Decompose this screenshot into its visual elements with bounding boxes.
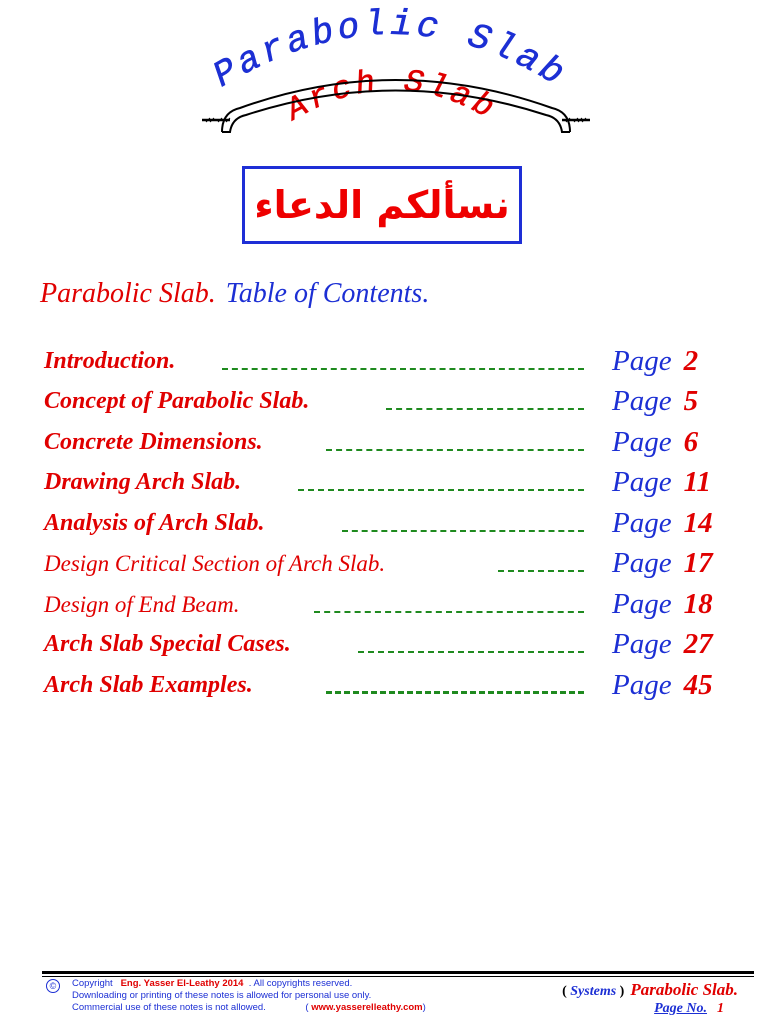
toc-leader-dashes [386, 408, 584, 410]
toc-leader-dashes [342, 530, 584, 532]
toc-entry-label: Drawing Arch Slab. [44, 469, 242, 495]
toc-entry-label: Arch Slab Examples. [44, 671, 253, 698]
toc-entry-label: Design Critical Section of Arch Slab. [44, 551, 386, 576]
toc-entry-label: Concrete Dimensions. [44, 428, 263, 455]
footer-doc-title: Parabolic Slab. [630, 980, 738, 999]
toc-entry-page: Page 2 [612, 344, 699, 377]
copyright-icon: © [46, 979, 60, 993]
toc-entry[interactable] [44, 421, 744, 462]
toc-entry-label: Arch Slab Special Cases. [44, 631, 291, 657]
arabic-banner-box [242, 166, 522, 244]
arabic-banner-text: نسألكم الدعاء [254, 183, 510, 227]
footer-copyright-line1: Copyright Eng. Yasser El-Leathy 2014 . All copyrights reserved. [72, 978, 353, 989]
logo-title-top: Parabolic Slab [206, 3, 575, 97]
footer-doc-info [562, 980, 738, 1017]
footer-page-number: Page No. 1 [654, 1001, 724, 1016]
toc-entry-page: Page 18 [612, 587, 713, 620]
toc-entry-page: Page 5 [612, 385, 699, 417]
toc-entry-page: Page 14 [612, 506, 713, 539]
toc-entry-page: Page 17 [612, 547, 713, 579]
footer-rule-thin [42, 976, 754, 977]
toc-entry[interactable] [44, 583, 744, 624]
footer-section: ( Systems ) [562, 984, 625, 999]
toc-entry[interactable] [44, 462, 744, 503]
logo-title-bottom: Arch Slab [280, 62, 504, 129]
toc-doc-name: Parabolic Slab. [40, 278, 216, 309]
toc-heading [40, 278, 429, 310]
toc-list [44, 340, 744, 705]
toc-title: Table of Contents. [225, 278, 430, 309]
toc-leader-dashes [222, 368, 584, 370]
toc-entry[interactable] [44, 543, 744, 584]
footer-copyright [72, 978, 426, 1014]
footer-copyright-line2: Downloading or printing of these notes is allowed for personal use only. [72, 990, 372, 1001]
toc-entry-page: Page 45 [612, 668, 713, 701]
toc-entry-page: Page 11 [612, 466, 711, 498]
toc-entry[interactable] [44, 381, 744, 422]
toc-entry[interactable] [44, 340, 744, 381]
toc-leader-dashes [298, 489, 584, 491]
toc-entry-page: Page 27 [612, 628, 713, 660]
toc-entry[interactable] [44, 624, 744, 665]
toc-leader-dashes [358, 651, 584, 653]
footer-copyright-line3: Commercial use of these notes is not allowed. ( www.yasserelleathy.com) [72, 1002, 426, 1013]
toc-entry-label: Introduction. [44, 347, 176, 374]
footer-author: Eng. Yasser El-Leathy [120, 978, 220, 989]
toc-leader-dashes [314, 611, 584, 613]
toc-leader-dashes [498, 570, 584, 572]
arch-logo [180, 0, 610, 150]
toc-entry-label: Concept of Parabolic Slab. [44, 388, 310, 414]
toc-entry-page: Page 6 [612, 425, 699, 458]
footer-year: 2014 [222, 978, 244, 989]
toc-entry[interactable] [44, 502, 744, 543]
footer-website-link[interactable]: www.yasserelleathy.com [311, 1002, 423, 1013]
footer-rule [42, 971, 754, 974]
toc-entry-label: Design of End Beam. [44, 591, 240, 617]
toc-entry[interactable] [44, 664, 744, 705]
toc-leader-dashes [326, 449, 584, 451]
toc-leader-dashes [326, 691, 584, 694]
toc-entry-label: Analysis of Arch Slab. [44, 509, 265, 536]
